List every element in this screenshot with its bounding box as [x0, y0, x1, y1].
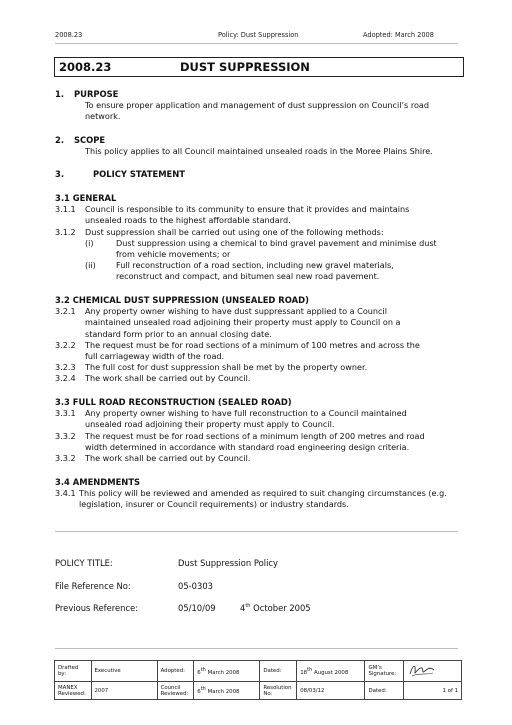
meta-label: Previous Reference:: [55, 603, 139, 613]
cell-value: [194, 682, 260, 700]
item-line: standard form prior to an annual closing date.: [85, 328, 272, 339]
header-adopted: Adopted: March 2008: [363, 31, 434, 39]
header-code: 2008.23: [55, 31, 83, 39]
statement-num: 3.: [55, 169, 65, 179]
item-num: 3.1.1: [55, 204, 76, 215]
purpose-heading: PURPOSE: [74, 89, 119, 99]
cell-label: Dated:: [260, 661, 297, 682]
cell-value: [297, 661, 365, 682]
table-row: [55, 661, 462, 682]
meta-value: 05/10/09: [178, 603, 216, 613]
method-line: Full reconstruction of a road section, including new gravel materials,: [116, 260, 394, 271]
cell-label: Resolution No:: [260, 682, 297, 700]
date-day: 6: [197, 688, 201, 695]
date-day: 6: [197, 669, 201, 676]
signature-icon: [407, 662, 437, 678]
cell-label: Dated:: [365, 682, 404, 700]
item-line: The request must be for road sections of a minimum of 100 metres and across the: [85, 339, 420, 350]
amend-line: legislation, insurer or Council requirements) or industry standards.: [79, 499, 349, 510]
header-policy: Policy: Dust Suppression: [218, 31, 299, 39]
section-general: [55, 193, 465, 283]
method-num: (ii): [85, 260, 96, 271]
title-name: DUST SUPPRESSION: [180, 60, 310, 74]
date-rest: March 2008: [205, 669, 240, 676]
amend-num: 3.4.1: [55, 488, 76, 499]
header-divider: [55, 43, 458, 44]
item-num: 3.2.3: [55, 362, 76, 373]
title-code: 2008.23: [59, 60, 112, 74]
item-line: maintained unsealed road adjoining their property must apply to Council on a: [85, 317, 401, 328]
cell-value: Executive: [91, 661, 157, 682]
item-num: 3.3.1: [55, 408, 76, 419]
cell-value: [194, 661, 260, 682]
item-line: Dust suppression shall be carried out using one of the following methods:: [85, 226, 384, 237]
meta-value: 05-0303: [178, 581, 213, 591]
item-line: Any property owner wishing to have dust suppressant applied to a Council: [85, 306, 387, 317]
policy-title-box: [54, 57, 464, 77]
section-statement: [55, 169, 465, 180]
general-heading: 3.1 GENERAL: [55, 193, 117, 203]
cell-label: Adopted:: [157, 661, 194, 682]
item-line: The request must be for road sections of a minimum length of 200 metres and road: [85, 430, 425, 441]
section-full-reconstruction: [55, 397, 465, 464]
statement-heading: POLICY STATEMENT: [93, 169, 185, 179]
scope-line: This policy applies to all Council maintained unsealed roads in the Moree Plains Shire.: [85, 146, 433, 157]
date-rest: March 2008: [205, 688, 240, 695]
item-num: 3.3.2: [55, 430, 76, 441]
item-line: The work shall be carried out by Council.: [85, 373, 251, 384]
section-chemical: [55, 295, 465, 385]
item-line: unsealed roads to the highest affordable standard.: [85, 215, 291, 226]
section-amendments: [55, 477, 465, 511]
method-line: Dust suppression using a chemical to bind gravel pavement and minimise dust: [116, 237, 437, 248]
item-line: unsealed road adjoining their property must apply to Council.: [85, 419, 335, 430]
cell-label: MANEX Reviewed:: [55, 682, 92, 700]
date-suffix: th: [307, 666, 313, 673]
section-purpose: [55, 89, 465, 123]
full-heading: 3.3 FULL ROAD RECONSTRUCTION (SEALED ROAD): [55, 397, 292, 407]
cell-label: Council Reviewed:: [157, 682, 194, 700]
method-num: (i): [85, 237, 94, 248]
cell-value: 2007: [91, 682, 157, 700]
meta-prev-date: [240, 603, 311, 613]
date-rest: October 2005: [250, 603, 311, 613]
footer-table: [54, 660, 462, 700]
section-scope: [55, 135, 465, 157]
item-num: 3.1.2: [55, 226, 76, 237]
amend-line: This policy will be reviewed and amended as required to suit changing circumstances (e.g.: [79, 488, 447, 499]
meta-label: POLICY TITLE:: [55, 558, 113, 568]
date-rest: August 2008: [312, 669, 349, 676]
item-line: The full cost for dust suppression shall be met by the property owner.: [85, 362, 368, 373]
item-num: 3.3.2: [55, 453, 76, 464]
cell-label: Drafted by:: [55, 661, 92, 682]
page-number: 1 of 1: [404, 682, 462, 700]
purpose-num: 1.: [55, 89, 65, 99]
method-line: reconstruct and compact, and bitumen seal new road pavement.: [116, 271, 380, 282]
item-num: 3.2.4: [55, 373, 76, 384]
meta-label: File Reference No:: [55, 581, 131, 591]
method-line: from vehicle movements; or: [116, 249, 231, 260]
date-day: 18: [300, 669, 308, 676]
item-num: 3.2.2: [55, 339, 76, 350]
date-suffix: th: [200, 686, 206, 693]
scope-num: 2.: [55, 135, 65, 145]
date-suffix: th: [200, 666, 206, 673]
cell-label: GM’s Signature:: [365, 661, 404, 682]
amend-heading: 3.4 AMENDMENTS: [55, 477, 141, 487]
section-divider: [55, 531, 458, 532]
cell-value: 08/03/12: [297, 682, 365, 700]
item-line: Any property owner wishing to have full reconstruction to a Council maintained: [85, 408, 407, 419]
meta-value: Dust Suppression Policy: [178, 558, 278, 568]
date-day: 4: [240, 603, 246, 613]
chemical-heading: 3.2 CHEMICAL DUST SUPPRESSION (UNSEALED ROAD): [55, 295, 309, 305]
item-num: 3.2.1: [55, 306, 76, 317]
footer-divider: [55, 648, 458, 649]
signature-cell: [404, 661, 462, 682]
scope-heading: SCOPE: [74, 135, 106, 145]
purpose-line: To ensure proper application and management of dust suppression on Council’s road: [85, 100, 430, 111]
item-line: Council is responsible to its community to ensure that it provides and maintains: [85, 204, 410, 215]
item-line: The work shall be carried out by Council.: [85, 453, 251, 464]
purpose-line: network.: [85, 111, 121, 122]
date-suffix: th: [245, 603, 251, 610]
table-row: [55, 682, 462, 700]
item-line: width determined in accordance with standard road engineering design criteria.: [85, 441, 410, 452]
item-line: full carriageway width of the road.: [85, 351, 225, 362]
